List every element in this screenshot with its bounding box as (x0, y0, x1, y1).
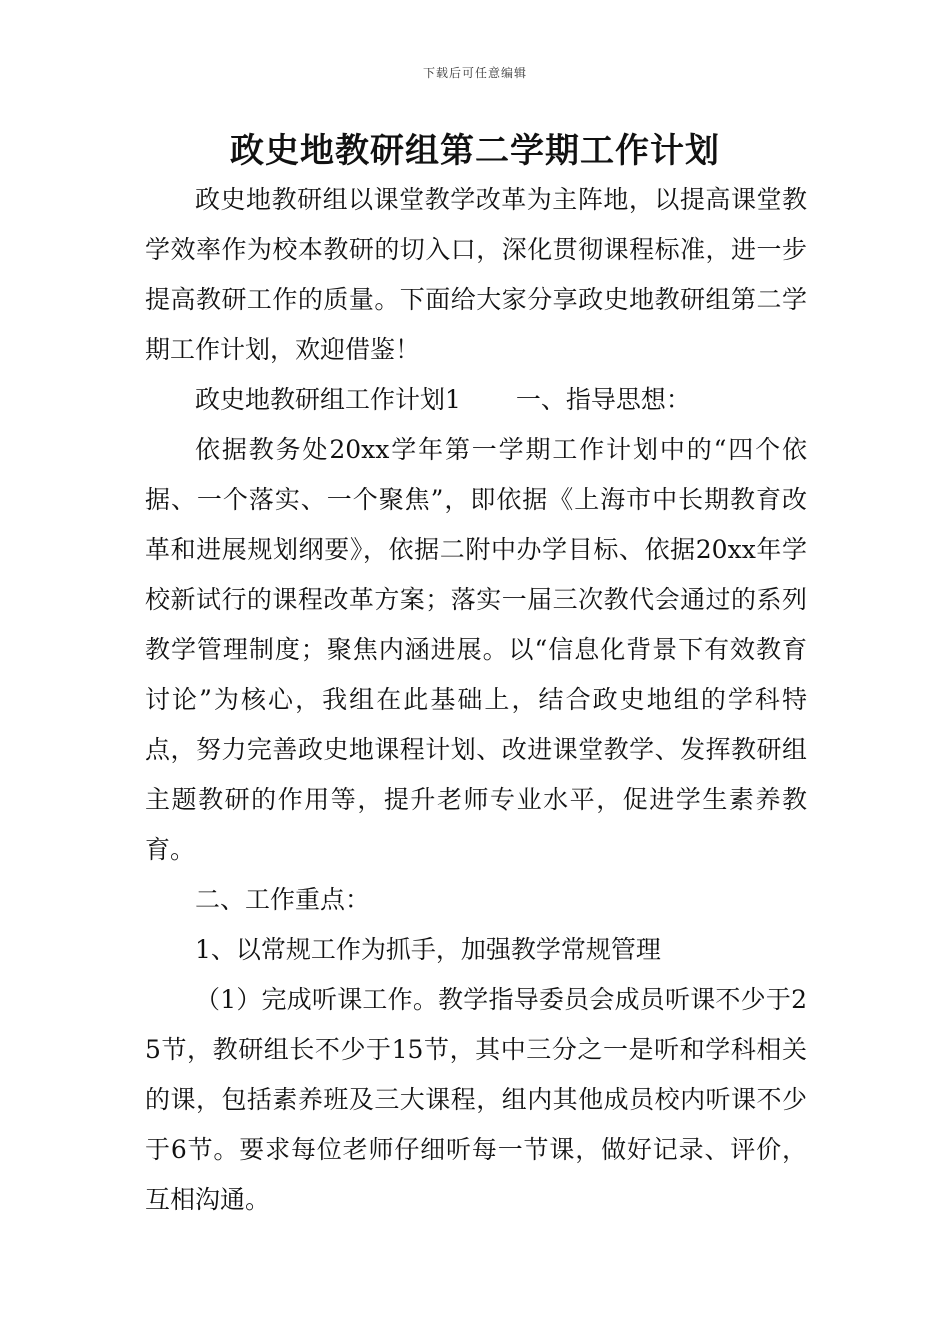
section-heading-focus: 二、工作重点： (195, 885, 371, 914)
focus-item-1-1: （1）完成听课工作。教学指导委员会成员听课不少于25节，教研组长不少于15节，其中三分之一是听和学科相关的课，包括素养班及三大课程，组内其他成员校内听课不少于6节。要求每位老师仔细听每一节课，做好记录、评价，互相沟通。 (145, 985, 807, 1214)
focus-item-1: 1、以常规工作为抓手，加强教学常规管理 (195, 935, 661, 964)
plan-label: 政史地教研组工作计划1 (195, 385, 461, 414)
header-note: 下载后可任意编辑 (422, 66, 527, 80)
plan-heading-line (145, 375, 807, 425)
guiding-paragraph: 依据教务处20xx学年第一学期工作计划中的“四个依据、一个落实、一个聚焦”，即依据《上海市中长期教育改革和进展规划纲要》，依据二附中办学目标、依据20xx年学校新试行的课程改革方案；落实一届三次教代会通过的系列教学管理制度；聚焦内涵进展。以“信息化背景下有效教育讨论”为核心，我组在此基础上，结合政史地组的学科特点，努力完善政史地课程计划、改进课堂教学、发挥教研组主题教研的作用等，提升老师专业水平，促进学生素养教育。 (145, 435, 807, 864)
section-heading-guiding: 一、指导思想： (515, 385, 691, 414)
document-title: 政史地教研组第二学期工作计划 (230, 131, 720, 171)
intro-paragraph: 政史地教研组以课堂教学改革为主阵地，以提高课堂教学效率作为校本教研的切入口，深化贯彻课程标准，进一步提高教研工作的质量。下面给大家分享政史地教研组第二学期工作计划，欢迎借鉴！ (145, 185, 807, 364)
document-body (145, 175, 807, 1225)
